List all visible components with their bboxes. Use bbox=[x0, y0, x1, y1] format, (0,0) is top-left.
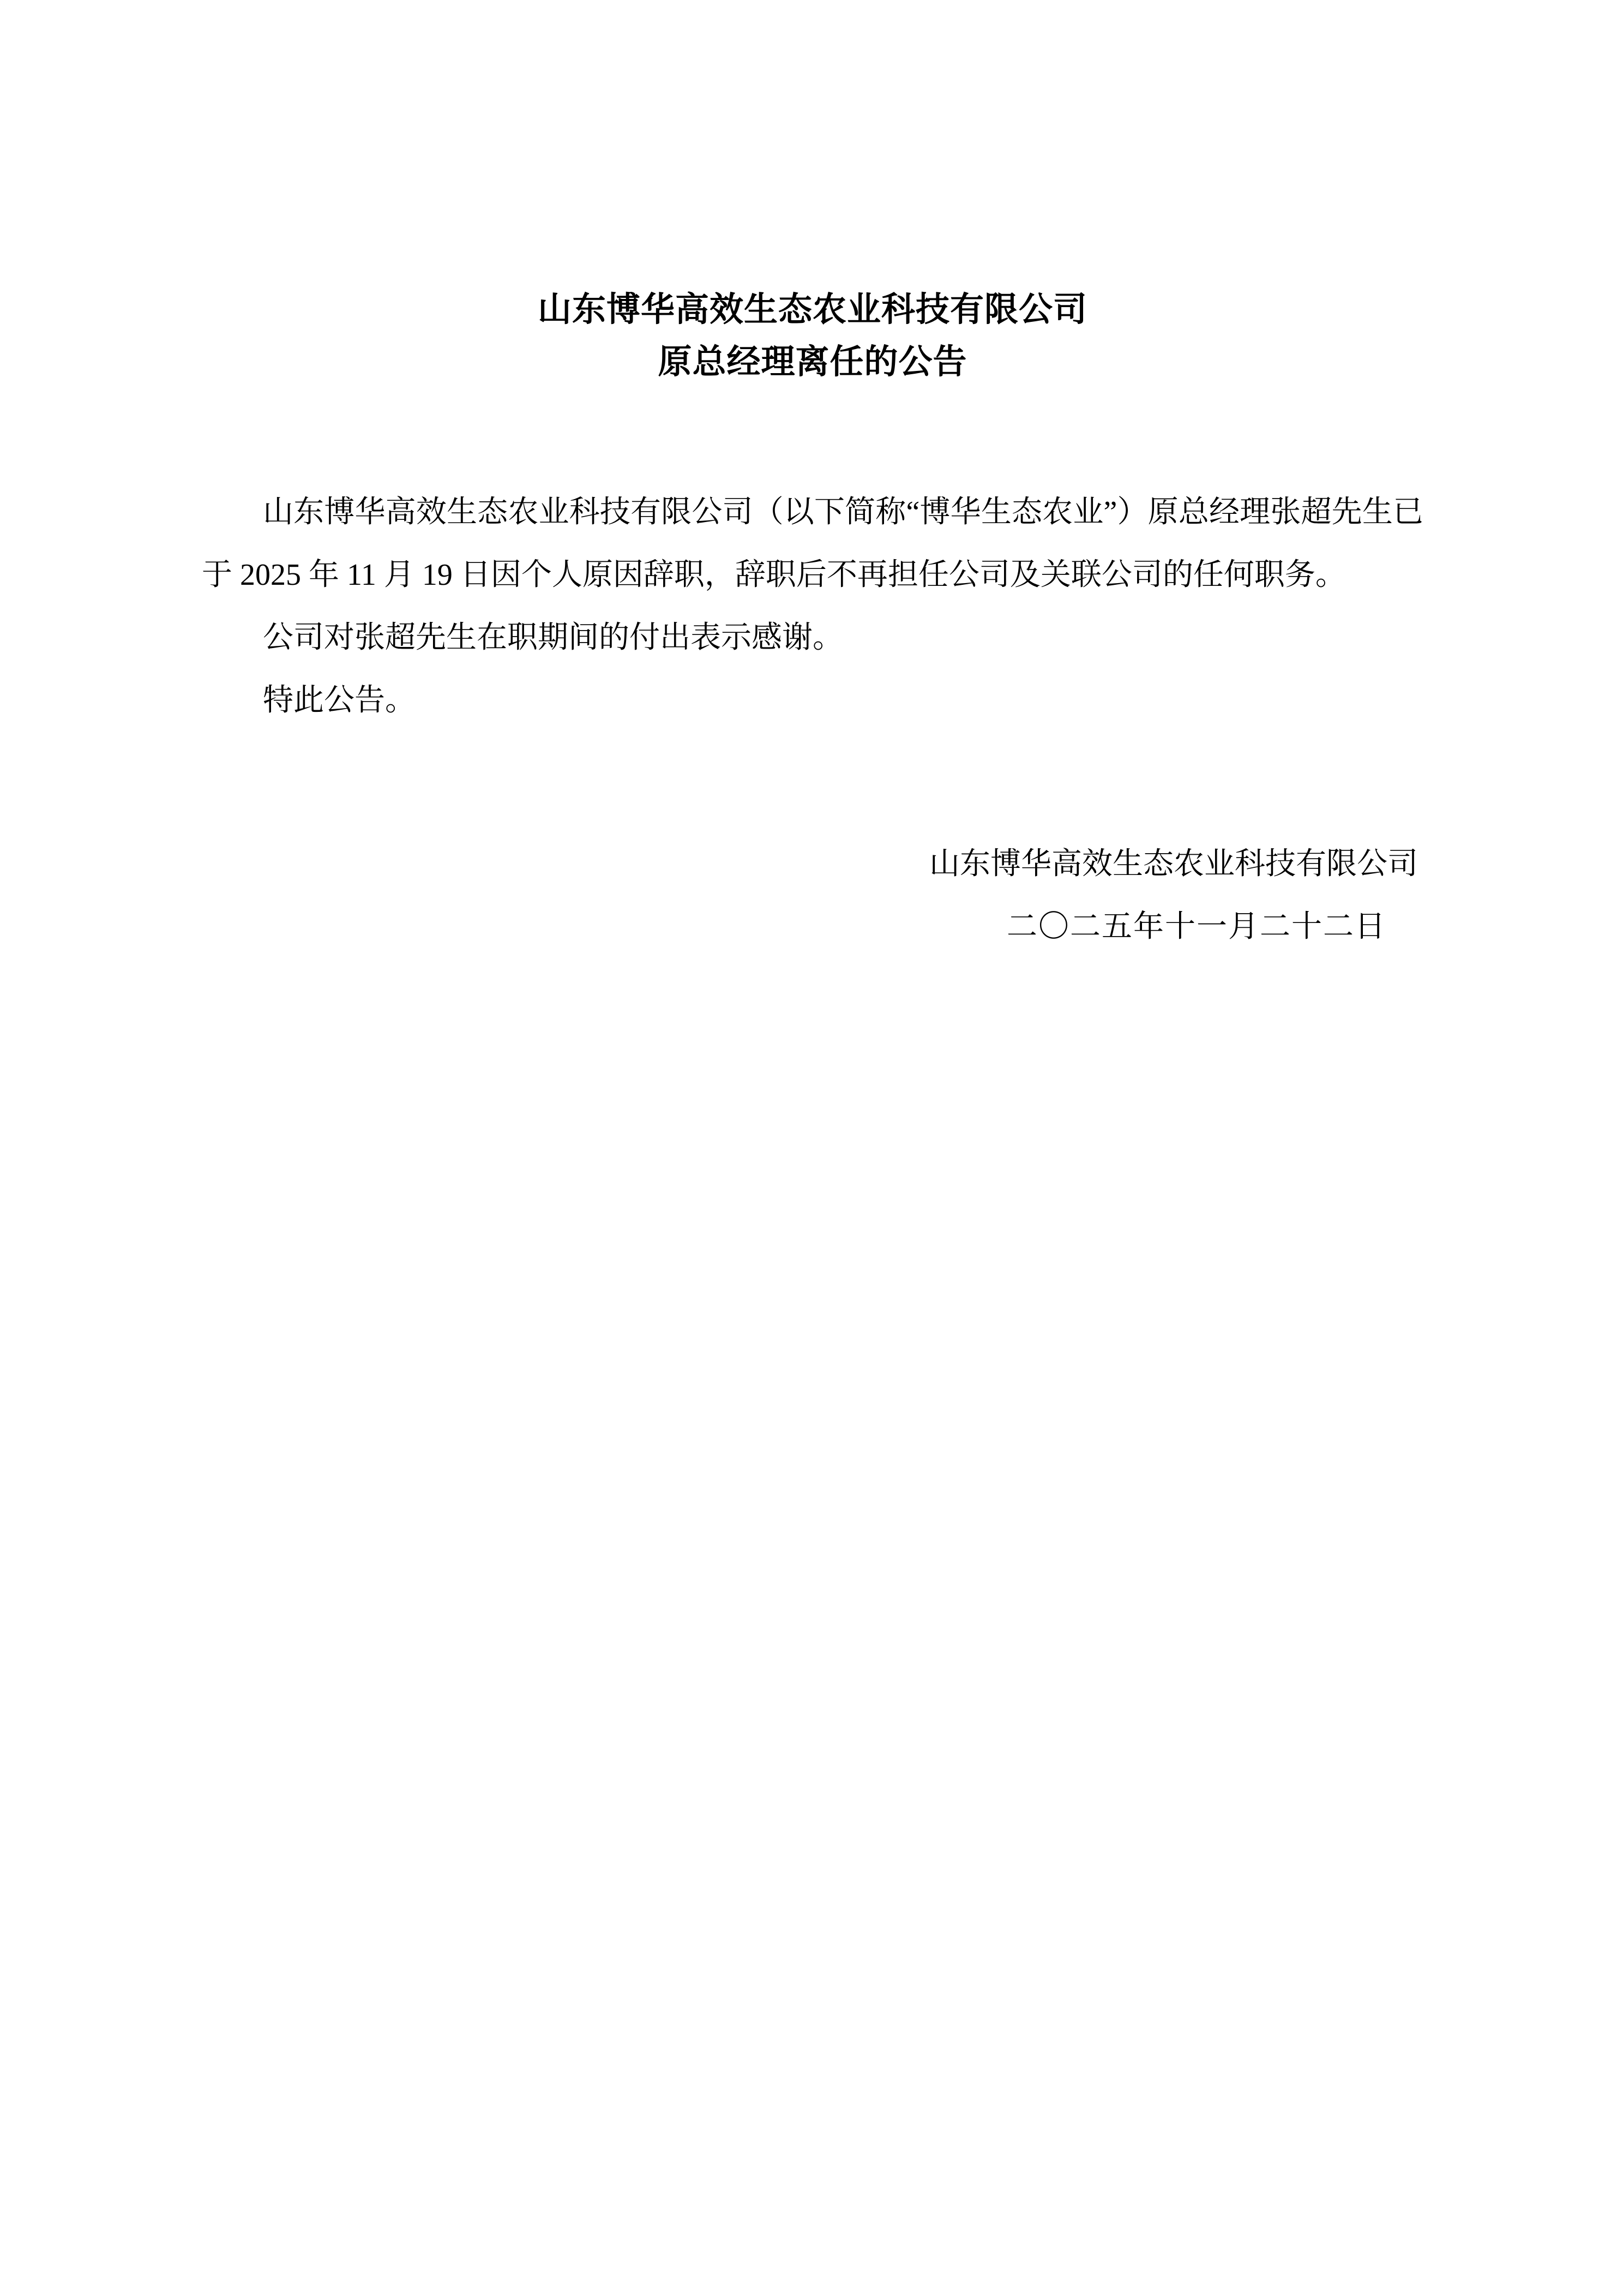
paragraph-3: 特此公告。 bbox=[263, 684, 416, 717]
signature-company: 山东博华高效生态农业科技有限公司 bbox=[929, 847, 1418, 881]
title-line-1: 山东博华高效生态农业科技有限公司 bbox=[537, 291, 1087, 328]
paragraph-1: 山东博华高效生态农业科技有限公司（以下简称“博华生态农业”）原总经理张超先生已于 2025 年 11 月 19 日因个人原因辞职，辞职后不再担任公司及关联公司的任何职务。 bbox=[202, 495, 1423, 592]
signature-date: 二〇二五年十一月二十二日 bbox=[1007, 910, 1386, 944]
title-spacer bbox=[202, 388, 1423, 481]
signature-block bbox=[202, 833, 1423, 958]
paragraph-2: 公司对张超先生在职期间的付出表示感谢。 bbox=[263, 621, 843, 655]
title-line-2: 原总经理离任的公告 bbox=[658, 344, 967, 381]
document-body bbox=[202, 284, 1423, 958]
announcement-body bbox=[202, 481, 1423, 732]
page-title bbox=[202, 284, 1423, 388]
